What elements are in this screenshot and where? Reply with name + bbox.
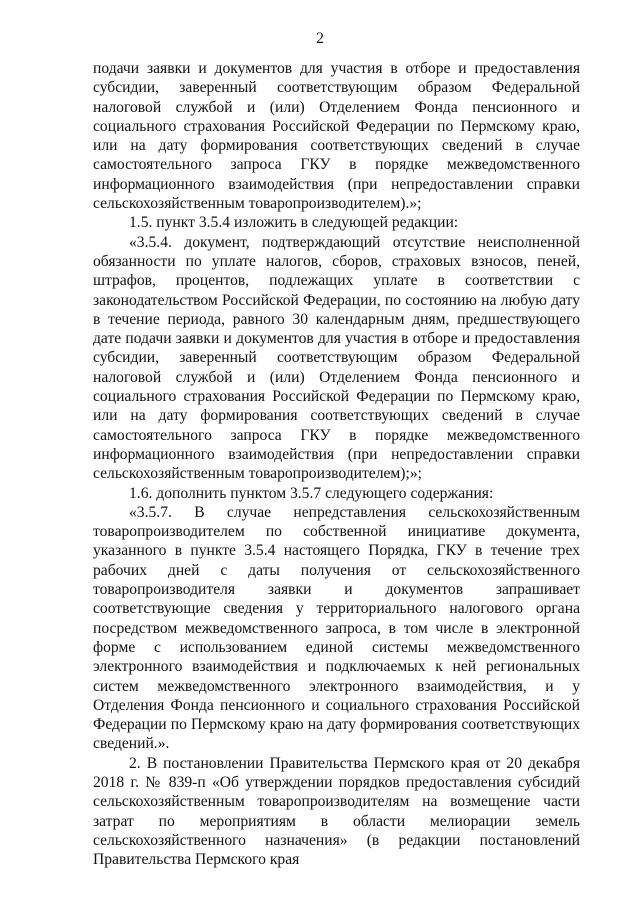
paragraph-clause-3-5-7: «3.5.7. В случае непредставления сельскохозяйственным товаропроизводителем по собственной инициативе документа, указанного в пункте 3.5.4 настоящего Порядка, ГКУ в течение трех рабочих дней с даты получения от сельскохозяйственного товаропроизводителя заявки и документов запрашивает соответствующие сведения у территориального налогового органа посредством межведомственного запроса, в том числе в электронной форме с использованием единой системы межведомственного электронного взаимодействия и подключаемых к ней региональных систем межведомственного электронного взаимодействия, и у Отделения Фонда пенсионного и социального страхования Российской Федерации по Пермскому краю на дату формирования соответствующих сведений.».: [93, 503, 580, 753]
paragraph-item-2: 2. В постановлении Правительства Пермского края от 20 декабря 2018 г. № 839-п «Об утверждении порядков предоставления субсидий сельскохозяйственным товаропроизводителям на возмещение части затрат по мероприятиям в области мелиорации земель сельскохозяйственного назначения» (в редакции постановлений Правительства Пермского края: [93, 754, 580, 869]
document-body: [93, 59, 580, 869]
paragraph-continuation: подачи заявки и документов для участия в отборе и предоставления субсидии, заверенный соответствующим образом Федеральной налоговой службой и (или) Отделением Фонда пенсионного и социального страхования Российской Федерации по Пермскому краю, или на дату формирования соответствующих сведений в случае самостоятельного запроса ГКУ в порядке межведомственного информационного взаимодействия (при непредоставлении справки сельскохозяйственным товаропроизводителем).»;: [93, 60, 580, 213]
paragraph-item-1-5: 1.5. пункт 3.5.4 изложить в следующей редакции:: [129, 214, 459, 232]
page-number: 2: [316, 30, 324, 47]
paragraph-item-1-6: 1.6. дополнить пунктом 3.5.7 следующего содержания:: [129, 484, 494, 502]
paragraph-clause-3-5-4: «3.5.4. документ, подтверждающий отсутствие неисполненной обязанности по уплате налогов, сборов, страховых взносов, пеней, штрафов, процентов, подлежащих уплате в соответствии с законодательством Российской Федерации, по состоянию на любую дату в течение периода, равного 30 календарным дням, предшествующего дате подачи заявки и документов для участия в отборе и предоставления субсидии, заверенный соответствующим образом Федеральной налоговой службой и (или) Отделением Фонда пенсионного и социального страхования Российской Федерации по Пермскому краю, или на дату формирования соответствующих сведений в случае самостоятельного запроса ГКУ в порядке межведомственного информационного взаимодействия (при непредоставлении справки сельскохозяйственным товаропроизводителем);»;: [93, 233, 580, 483]
